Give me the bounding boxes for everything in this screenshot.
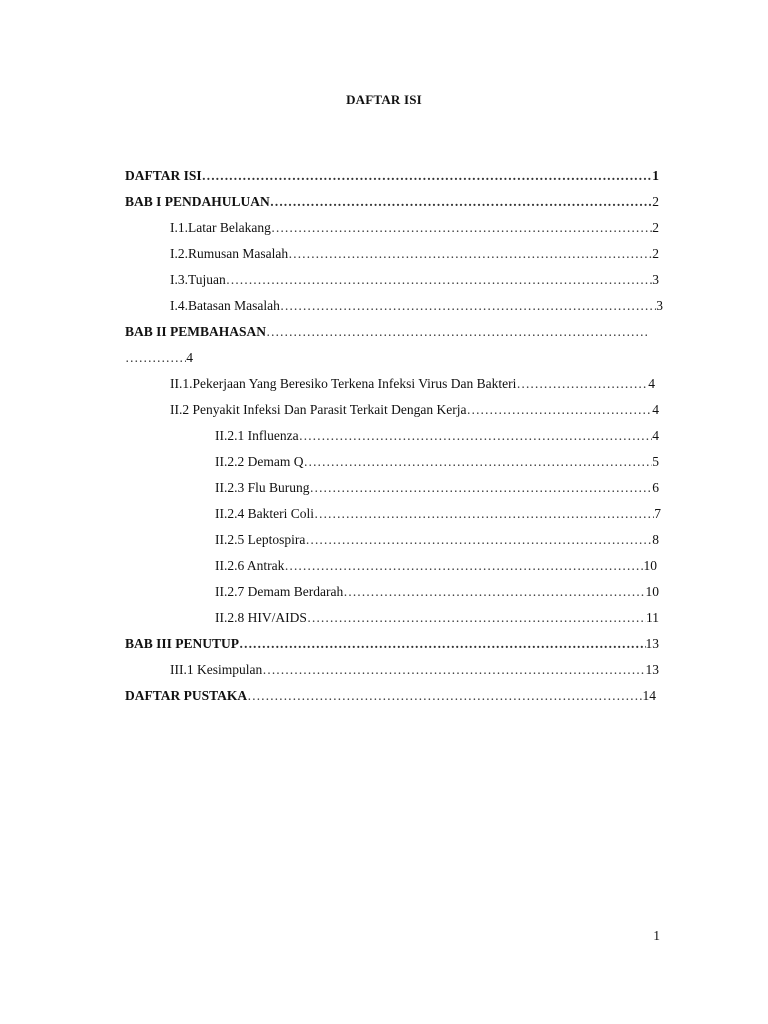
leader-dots — [288, 242, 652, 266]
toc-entry-page: 7 — [654, 506, 661, 521]
toc-entry-label: II.2.8 HIV/AIDS — [215, 610, 307, 625]
toc-entry-2-2-7[interactable] — [215, 580, 659, 604]
leader-dots — [305, 528, 652, 552]
toc-entry-page: 2 — [652, 246, 659, 261]
leader-dots — [466, 398, 652, 422]
leader-dots — [247, 684, 642, 708]
leader-dots — [343, 580, 645, 604]
leader-dots — [284, 554, 643, 578]
toc-entry-page: 10 — [645, 584, 659, 599]
toc-entry-2-2-4[interactable] — [215, 502, 661, 526]
toc-entry-page: 14 — [642, 688, 656, 703]
leader-dots — [314, 502, 654, 526]
toc-entry-page: 4 — [648, 376, 655, 391]
toc-entry-2-2[interactable] — [170, 398, 659, 422]
leader-dots — [303, 450, 652, 474]
toc-entry-1-4[interactable] — [170, 294, 663, 318]
toc-entry-bab-1[interactable] — [125, 190, 659, 214]
toc-entry-1-1[interactable] — [170, 216, 659, 240]
toc-entry-2-2-6[interactable] — [215, 554, 657, 578]
toc-entry-2-2-1[interactable] — [215, 424, 659, 448]
leader-dots — [125, 346, 186, 370]
toc-entry-page: 4 — [186, 350, 193, 365]
toc-entry-page: 3 — [656, 298, 663, 313]
toc-entry-page: 2 — [652, 194, 659, 209]
toc-entry-label: II.2.3 Flu Burung — [215, 480, 310, 495]
leader-dots — [239, 632, 645, 656]
leader-dots — [270, 190, 652, 214]
toc-entry-2-2-2[interactable] — [215, 450, 659, 474]
toc-entry-3-1[interactable] — [170, 658, 659, 682]
toc-entry-bab-2-continued[interactable] — [125, 346, 193, 370]
toc-entry-label: II.2.4 Bakteri Coli — [215, 506, 314, 521]
toc-entry-label: BAB II PEMBAHASAN — [125, 324, 267, 339]
toc-entry-2-2-8[interactable] — [215, 606, 659, 630]
leader-dots — [310, 476, 653, 500]
toc-entry-page: 6 — [652, 480, 659, 495]
toc-entry-page: 8 — [652, 532, 659, 547]
toc-entry-page: 4 — [652, 428, 659, 443]
toc-entry-bab-3[interactable] — [125, 632, 659, 656]
toc-entry-1-2[interactable] — [170, 242, 659, 266]
toc-entry-label: II.2.7 Demam Berdarah — [215, 584, 344, 599]
page-title: DAFTAR ISI — [346, 92, 422, 107]
toc-entry-page: 3 — [652, 272, 659, 287]
leader-dots — [266, 320, 647, 344]
toc-entry-label: I.4.Batasan Masalah — [170, 298, 280, 313]
toc-entry-label: BAB I PENDAHULUAN — [125, 194, 270, 209]
page-number: 1 — [653, 928, 660, 943]
leader-dots — [307, 606, 646, 630]
toc-entry-page: 13 — [645, 636, 659, 651]
toc-entry-label: II.1.Pekerjaan Yang Beresiko Terkena Infeksi Virus Dan Bakteri — [170, 376, 517, 391]
leader-dots — [262, 658, 645, 682]
toc-entry-page: 1 — [652, 168, 659, 183]
leader-dots — [516, 372, 648, 396]
toc-entry-daftar-pustaka[interactable] — [125, 684, 656, 708]
toc-entry-label: II.2.1 Influenza — [215, 428, 299, 443]
toc-entry-2-2-3[interactable] — [215, 476, 659, 500]
leader-dots — [280, 294, 656, 318]
toc-entry-label: II.2 Penyakit Infeksi Dan Parasit Terkait Dengan Kerja — [170, 402, 467, 417]
toc-entry-label: I.1.Latar Belakang — [170, 220, 271, 235]
toc-entry-page: 5 — [652, 454, 659, 469]
toc-entry-bab-2[interactable] — [125, 320, 647, 344]
toc-entry-page: 11 — [646, 610, 659, 625]
toc-entry-label: I.3.Tujuan — [170, 272, 226, 287]
toc-entry-label: II.2.2 Demam Q — [215, 454, 304, 469]
toc-entry-daftar-isi[interactable] — [125, 164, 659, 188]
toc-entry-page: 4 — [652, 402, 659, 417]
leader-dots — [299, 424, 653, 448]
toc-entry-label: II.2.6 Antrak — [215, 558, 285, 573]
leader-dots — [226, 268, 652, 292]
toc-entry-page: 13 — [645, 662, 659, 677]
toc-entry-label: III.1 Kesimpulan — [170, 662, 263, 677]
toc-entry-page: 10 — [643, 558, 657, 573]
leader-dots — [271, 216, 652, 240]
toc-entry-label: DAFTAR PUSTAKA — [125, 688, 248, 703]
toc-entry-label: II.2.5 Leptospira — [215, 532, 306, 547]
toc-entry-2-1[interactable] — [170, 372, 655, 396]
leader-dots — [202, 164, 653, 188]
toc-entry-page: 2 — [652, 220, 659, 235]
toc-entry-label: I.2.Rumusan Masalah — [170, 246, 289, 261]
toc-entry-label: DAFTAR ISI — [125, 168, 202, 183]
toc-entry-label: BAB III PENUTUP — [125, 636, 240, 651]
toc-entry-2-2-5[interactable] — [215, 528, 659, 552]
toc-entry-1-3[interactable] — [170, 268, 659, 292]
